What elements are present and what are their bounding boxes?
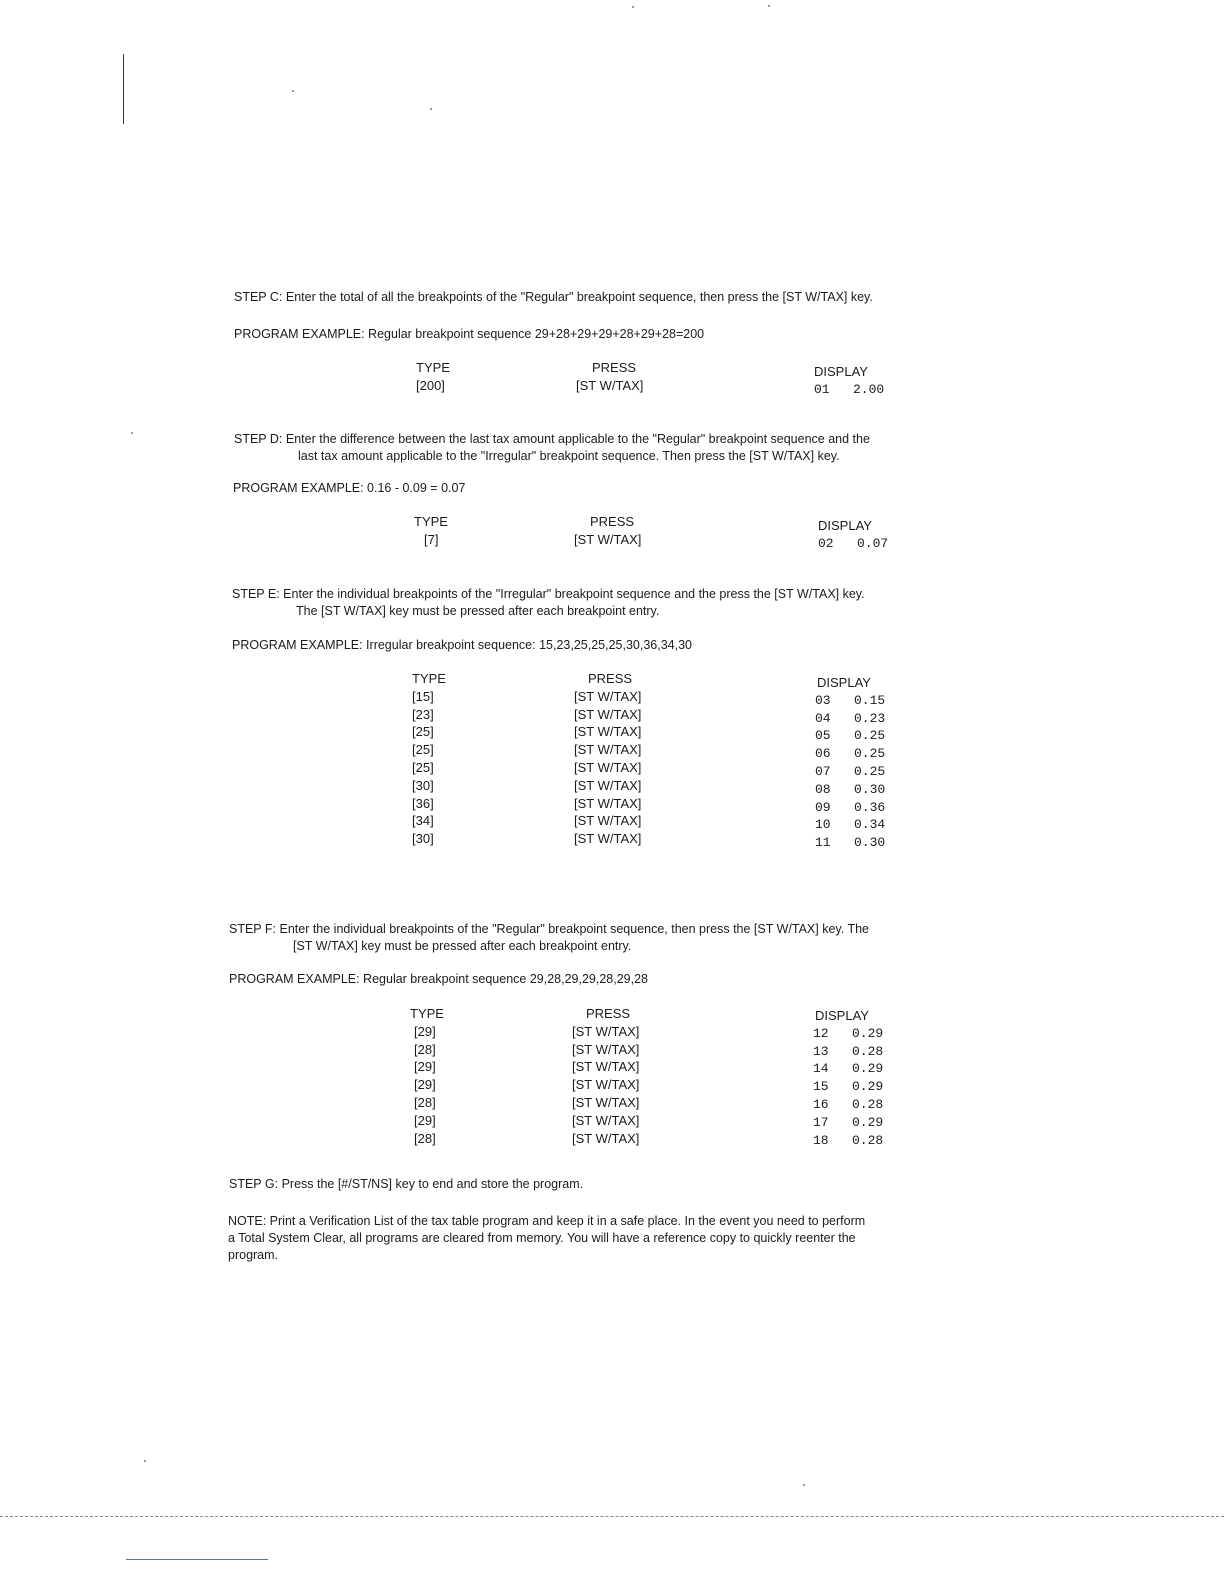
step-e-instruction [232,586,865,620]
type-header: TYPE [410,1006,444,1021]
press-column [574,670,641,848]
display-cell: 02 0.07 [818,535,889,551]
press-column [576,359,643,395]
step-f-line-1: STEP F: Enter the individual breakpoints of the "Regular" breakpoint sequence, then press the [ST W/TAX] key. The [229,922,870,936]
type-cell: [29] [414,1112,436,1128]
note-line-1: NOTE: Print a Verification List of the tax table program and keep it in a safe place. In the event you need to perform [228,1214,866,1228]
step-c-instruction: STEP C: Enter the total of all the breakpoints of the "Regular" breakpoint sequence, then press the [ST W/TAX] key. [234,290,873,304]
type-cell: [29] [414,1059,436,1075]
note-line-2: a Total System Clear, all programs are cleared from memory. You will have a reference copy to quickly reenter the [228,1231,856,1245]
press-cell: [ST W/TAX] [574,759,642,775]
display-cell: 06 0.25 [815,746,886,762]
step-c-program-example: PROGRAM EXAMPLE: Regular breakpoint sequence 29+28+29+29+28+29+28=200 [234,327,705,341]
display-cell: 11 0.30 [815,835,886,851]
scan-speck [292,90,294,92]
step-e-line-1: STEP E: Enter the individual breakpoints of the "Irregular" breakpoint sequence and the press the [ST W/TAX] key. [232,587,865,601]
type-column [416,359,450,395]
type-cell: [7] [424,531,439,547]
display-cell: 04 0.23 [815,710,886,726]
scan-speck [144,1460,146,1462]
press-cell: [ST W/TAX] [572,1041,640,1057]
type-cell: [28] [414,1130,436,1146]
press-cell: [ST W/TAX] [572,1094,640,1110]
press-header: PRESS [592,360,637,375]
display-header: DISPLAY [815,1008,869,1023]
type-cell: [28] [414,1094,436,1110]
scan-speck [803,1484,805,1486]
press-cell: [ST W/TAX] [572,1130,640,1146]
scan-speck [768,5,770,7]
display-cell: 10 0.34 [815,817,886,833]
press-header: PRESS [586,1006,631,1021]
display-cell: 07 0.25 [815,763,886,779]
step-f-instruction [229,921,869,955]
display-cell: 12 0.29 [813,1025,884,1041]
step-d-line-2: last tax amount applicable to the "Irregular" breakpoint sequence. Then press the [ST W/TAX] key. [298,449,840,463]
display-cell: 18 0.28 [813,1132,884,1148]
step-g-instruction: STEP G: Press the [#/ST/NS] key to end and store the program. [229,1177,584,1191]
display-cell: 08 0.30 [815,781,886,797]
press-cell: [ST W/TAX] [574,531,642,547]
type-cell: [200] [416,377,445,393]
display-column [818,517,888,553]
note-paragraph [228,1213,865,1264]
step-f-program-example: PROGRAM EXAMPLE: Regular breakpoint sequence 29,28,29,29,28,29,28 [229,972,649,986]
step-d-program-example: PROGRAM EXAMPLE: 0.16 - 0.09 = 0.07 [233,481,466,495]
display-cell: 01 2.00 [814,381,885,397]
scan-margin-mark [123,54,124,124]
type-cell: [25] [412,759,434,775]
step-d-instruction [234,431,870,465]
press-header: PRESS [588,671,633,686]
step-f-line-2: [ST W/TAX] key must be pressed after each breakpoint entry. [293,939,632,953]
display-cell: 09 0.36 [815,799,886,815]
type-cell: [25] [412,742,434,758]
display-cell: 13 0.28 [813,1043,884,1059]
press-cell: [ST W/TAX] [574,795,642,811]
type-cell: [30] [412,777,434,793]
type-header: TYPE [416,360,450,375]
press-cell: [ST W/TAX] [574,688,642,704]
display-column [814,363,884,399]
display-header: DISPLAY [814,364,868,379]
display-cell: 17 0.29 [813,1114,884,1130]
type-cell: [28] [414,1041,436,1057]
type-cell: [23] [412,706,434,722]
press-cell: [ST W/TAX] [574,724,642,740]
display-cell: 03 0.15 [815,692,886,708]
press-cell: [ST W/TAX] [574,777,642,793]
note-line-3: program. [228,1248,279,1262]
press-column [574,513,641,549]
step-d-line-1: STEP D: Enter the difference between the last tax amount applicable to the "Regular" breakpoint sequence and the [234,432,870,446]
type-cell: [29] [414,1023,436,1039]
display-header: DISPLAY [817,675,871,690]
scan-speck [131,432,133,434]
display-cell: 14 0.29 [813,1061,884,1077]
scan-edge-blue-line [126,1559,268,1560]
type-column [410,1005,444,1147]
type-cell: [30] [412,831,434,847]
press-cell: [ST W/TAX] [572,1112,640,1128]
type-cell: [36] [412,795,434,811]
press-cell: [ST W/TAX] [572,1059,640,1075]
press-cell: [ST W/TAX] [574,742,642,758]
press-column [572,1005,639,1147]
display-column [815,674,885,852]
scan-speck [632,6,634,8]
press-cell: [ST W/TAX] [574,831,642,847]
press-cell: [ST W/TAX] [572,1023,640,1039]
display-cell: 16 0.28 [813,1096,884,1112]
step-e-program-example: PROGRAM EXAMPLE: Irregular breakpoint sequence: 15,23,25,25,25,30,36,34,30 [232,638,692,652]
display-header: DISPLAY [818,518,872,533]
scan-speck [430,108,432,110]
type-header: TYPE [412,671,446,686]
type-cell: [25] [412,724,434,740]
type-cell: [34] [412,813,434,829]
step-e-line-2: The [ST W/TAX] key must be pressed after each breakpoint entry. [296,604,660,618]
type-column [412,670,446,848]
display-cell: 05 0.25 [815,728,886,744]
type-cell: [15] [412,688,434,704]
type-column [414,513,448,549]
press-cell: [ST W/TAX] [574,706,642,722]
display-cell: 15 0.29 [813,1079,884,1095]
type-cell: [29] [414,1077,436,1093]
scan-edge-line [0,1516,1224,1517]
press-cell: [ST W/TAX] [576,377,644,393]
press-header: PRESS [590,514,635,529]
press-cell: [ST W/TAX] [572,1077,640,1093]
type-header: TYPE [414,514,448,529]
press-cell: [ST W/TAX] [574,813,642,829]
display-column [813,1007,883,1149]
